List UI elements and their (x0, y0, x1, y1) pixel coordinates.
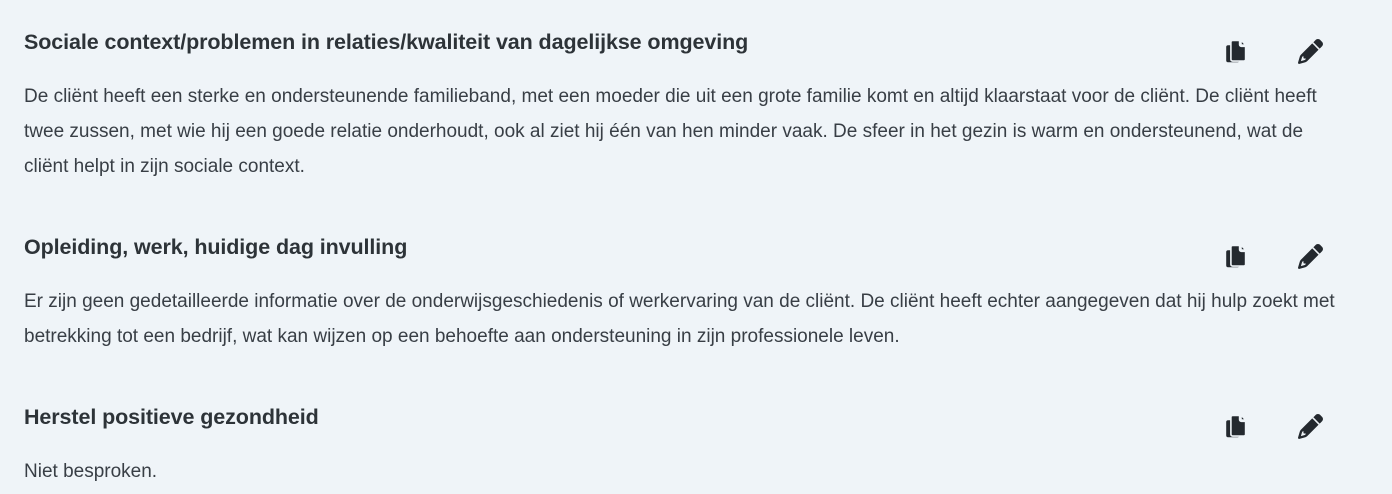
pencil-icon (1298, 414, 1323, 439)
copy-icon (1224, 39, 1248, 64)
section-body: Niet besproken. (24, 461, 158, 482)
copy-icon (1224, 414, 1248, 439)
copy-button[interactable] (1224, 414, 1248, 439)
copy-icon (1224, 244, 1248, 269)
section-header (24, 402, 1368, 432)
report-section (24, 232, 1368, 354)
pencil-icon (1298, 39, 1323, 64)
section-title: Sociale context/problemen in relaties/kwaliteit van dagelijkse omgeving (24, 30, 749, 54)
report-section (24, 402, 1368, 489)
edit-button[interactable] (1298, 244, 1323, 269)
pencil-icon (1298, 244, 1323, 269)
section-body: Er zijn geen gedetailleerde informatie over de onderwijsgeschiedenis of werkervaring van de cliënt. De cliënt heeft echter aangegeven dat hij hulp zoekt met betrekking tot een bedrijf, wat kan wijzen op een behoefte aan ondersteuning in zijn professionele leven. (24, 291, 1335, 347)
section-title: Herstel positieve gezondheid (24, 405, 319, 429)
edit-button[interactable] (1298, 414, 1323, 439)
section-header (24, 232, 1368, 262)
section-actions (1224, 414, 1323, 439)
section-actions (1224, 39, 1323, 64)
section-body: De cliënt heeft een sterke en ondersteunende familieband, met een moeder die uit een grote familie komt en altijd klaarstaat voor de cliënt. De cliënt heeft twee zussen, met wie hij een goede relatie onderhoudt, ook al ziet hij één van hen minder vaak. De sfeer in het gezin is warm en ondersteunend, wat de cliënt helpt in zijn sociale context. (24, 86, 1317, 177)
copy-button[interactable] (1224, 39, 1248, 64)
edit-button[interactable] (1298, 39, 1323, 64)
copy-button[interactable] (1224, 244, 1248, 269)
report-section (24, 27, 1368, 184)
section-title: Opleiding, werk, huidige dag invulling (24, 235, 408, 259)
section-header (24, 27, 1368, 57)
section-actions (1224, 244, 1323, 269)
